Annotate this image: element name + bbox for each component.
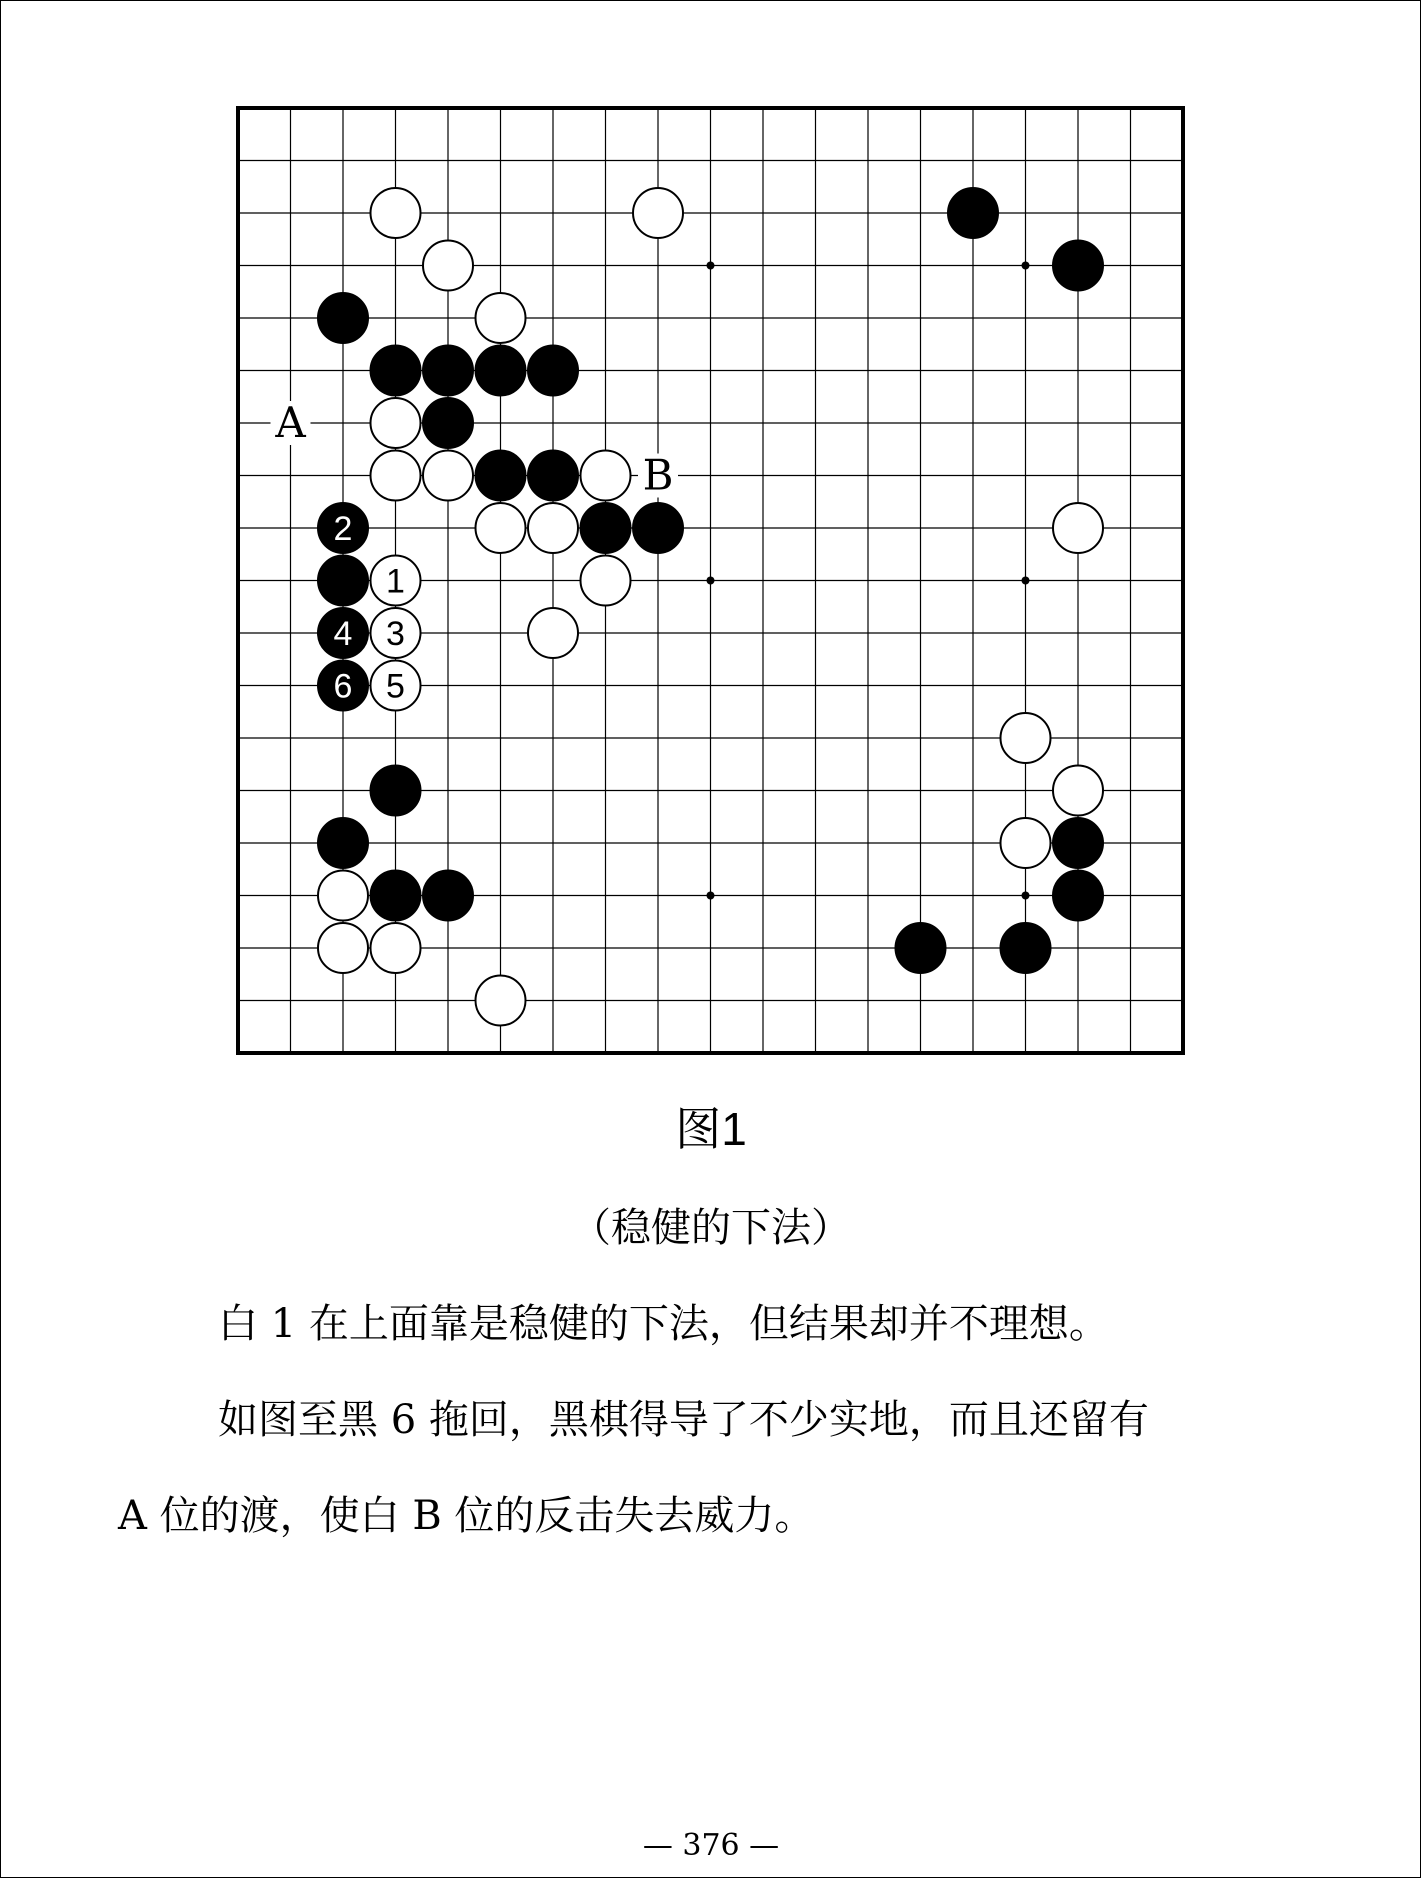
black-stone xyxy=(896,923,946,973)
white-stone xyxy=(371,451,421,501)
black-stone xyxy=(423,398,473,448)
white-stone xyxy=(423,451,473,501)
black-stone xyxy=(423,346,473,396)
black-stone xyxy=(1001,923,1051,973)
white-stone xyxy=(581,451,631,501)
stone-number-label: 3 xyxy=(386,615,405,653)
star-point xyxy=(1022,262,1030,270)
letter-mark-b: B xyxy=(642,450,674,500)
black-stone xyxy=(1053,241,1103,291)
white-stone xyxy=(423,241,473,291)
star-point xyxy=(707,577,715,585)
white-stone xyxy=(476,293,526,343)
stone-number-label: 4 xyxy=(333,615,353,653)
white-stone xyxy=(318,871,368,921)
letter-mark-a: A xyxy=(275,398,306,447)
black-stone xyxy=(476,451,526,501)
white-stone xyxy=(318,923,368,973)
black-stone xyxy=(476,346,526,396)
black-stone xyxy=(371,346,421,396)
black-stone xyxy=(528,346,578,396)
body-paragraph-3: A 位的渡，使白 B 位的反击失去威力。 xyxy=(118,1493,815,1539)
black-stone xyxy=(318,556,368,606)
black-stone xyxy=(633,503,683,553)
figure-subtitle: （稳健的下法） xyxy=(571,1205,851,1251)
white-stone xyxy=(581,556,631,606)
white-stone xyxy=(371,188,421,238)
star-point xyxy=(707,892,715,900)
star-point xyxy=(1022,892,1030,900)
white-stone xyxy=(1053,503,1103,553)
white-stone xyxy=(528,503,578,553)
black-stone xyxy=(423,871,473,921)
black-stone xyxy=(371,871,421,921)
page-number: — 376 — xyxy=(642,1828,780,1863)
white-stone xyxy=(1001,713,1051,763)
stone-number-label: 6 xyxy=(333,667,353,706)
white-stone xyxy=(633,188,683,238)
black-stone xyxy=(528,451,578,501)
stone-number-label: 2 xyxy=(333,510,353,548)
body-paragraph-1: 白 1 在上面靠是稳健的下法，但结果却并不理想。 xyxy=(218,1301,1109,1347)
black-stone xyxy=(581,503,631,553)
black-stone xyxy=(948,188,998,238)
stone-number-label: 5 xyxy=(386,667,405,706)
white-stone xyxy=(1053,766,1103,816)
body-paragraph-2: 如图至黑 6 拖回，黑棋得导了不少实地，而且还留有 xyxy=(218,1397,1149,1443)
black-stone xyxy=(318,818,368,868)
white-stone xyxy=(476,503,526,553)
black-stone xyxy=(1053,818,1103,868)
star-point xyxy=(707,262,715,270)
black-stone xyxy=(371,766,421,816)
white-stone xyxy=(528,608,578,658)
stone-number-label: 1 xyxy=(386,562,405,601)
black-stone xyxy=(318,293,368,343)
black-stone xyxy=(1053,871,1103,921)
white-stone xyxy=(476,976,526,1026)
star-point xyxy=(1022,577,1030,585)
white-stone xyxy=(371,923,421,973)
white-stone xyxy=(1001,818,1051,868)
figure-title: 图1 xyxy=(675,1103,747,1155)
white-stone xyxy=(371,398,421,448)
